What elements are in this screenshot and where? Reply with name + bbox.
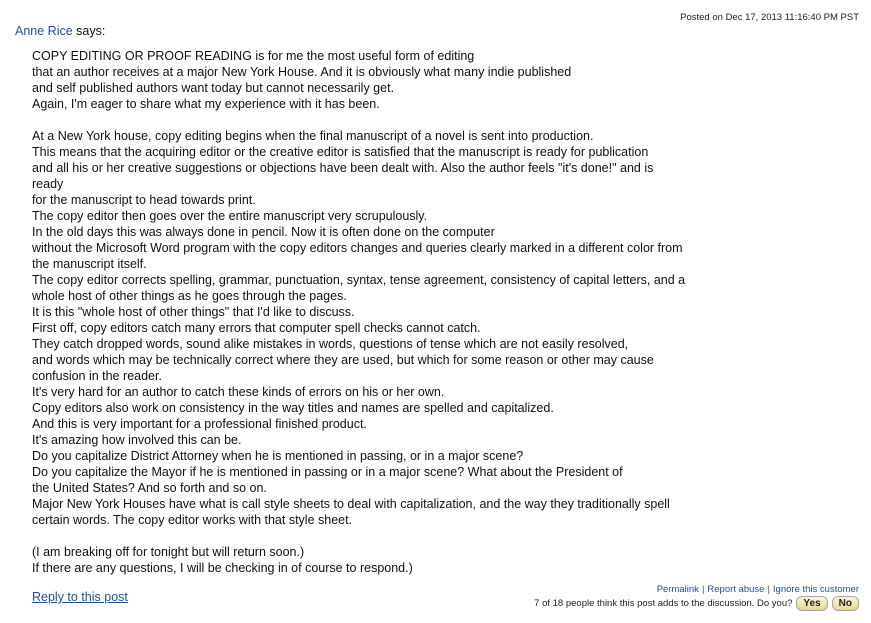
post-text-line: At a New York house, copy editing begins when the final manuscript of a novel is sent into production. — [32, 129, 594, 143]
post-text-line: and all his or her creative suggestions or objections have been dealt with. Also the author feels "it's done!" and is — [32, 161, 654, 175]
post-text-line: without the Microsoft Word program with the copy editors changes and queries clearly marked in a different color from — [32, 241, 683, 255]
vote-yes-button[interactable]: Yes — [796, 596, 827, 611]
report-abuse-link[interactable]: Report abuse — [707, 584, 765, 595]
author-link[interactable]: Anne Rice — [15, 24, 73, 38]
post-text-line: This means that the acquiring editor or the creative editor is satisfied that the manuscript is ready for publication — [32, 145, 649, 159]
post-text-line: Copy editors also work on consistency in the way titles and names are spelled and capitalized. — [32, 401, 554, 415]
post-text-line: Again, I'm eager to share what my experience with it has been. — [32, 97, 380, 111]
post-text-line: The copy editor corrects spelling, grammar, punctuation, syntax, tense agreement, consistency of capital letters, and a — [32, 273, 686, 287]
post-text-line: the United States? And so forth and so on. — [32, 481, 267, 495]
post-text-line: Do you capitalize the Mayor if he is mentioned in passing or in a major scene? What about the President of — [32, 465, 623, 479]
post-author-line — [15, 24, 105, 38]
post-text-line: for the manuscript to head towards print. — [32, 193, 256, 207]
post-text-line: It is this "whole host of other things" that I'd like to discuss. — [32, 305, 355, 319]
helpful-vote — [534, 596, 859, 611]
post-text-line: (I am breaking off for tonight but will return soon.) — [32, 545, 305, 559]
post-timestamp: Posted on Dec 17, 2013 11:16:40 PM PST — [680, 12, 859, 23]
post-text-line: In the old days this was always done in pencil. Now it is often done on the computer — [32, 225, 495, 239]
post-text-line — [32, 112, 752, 128]
ignore-customer-link[interactable]: Ignore this customer — [772, 584, 859, 595]
post-text-line: They catch dropped words, sound alike mistakes in words, questions of tense which are not easily resolved, — [32, 337, 629, 351]
post-text-line: that an author receives at a major New York House. And it is obviously what many indie published — [32, 65, 572, 79]
vote-no-button[interactable]: No — [832, 596, 859, 611]
post-text-line: The copy editor then goes over the entire manuscript very scrupulously. — [32, 209, 428, 223]
post-text-line: Do you capitalize District Attorney when he is mentioned in passing, or in a major scene? — [32, 449, 524, 463]
reply-link[interactable]: Reply to this post — [32, 590, 128, 604]
separator: | — [701, 584, 705, 595]
post-text-line: ready — [32, 177, 64, 191]
post-text-line: It's amazing how involved this can be. — [32, 433, 242, 447]
post-text-line: COPY EDITING OR PROOF READING is for me the most useful form of editing — [32, 49, 475, 63]
post-text-line: whole host of other things as he goes through the pages. — [32, 289, 347, 303]
says-label: says: — [76, 24, 106, 38]
reply-area — [32, 590, 128, 604]
post-body — [32, 48, 752, 576]
helpful-count-text: 7 of 18 people think this post adds to the discussion. Do you? — [534, 598, 793, 609]
post-text-line: And this is very important for a professional finished product. — [32, 417, 367, 431]
post-text-line: confusion in the reader. — [32, 369, 162, 383]
post-action-links — [657, 584, 859, 595]
post-text-line: and self published authors want today but cannot necessarily get. — [32, 81, 395, 95]
post-text-line: If there are any questions, I will be checking in of course to respond.) — [32, 561, 413, 575]
post-text-line: the manuscript itself. — [32, 257, 147, 271]
post-text-line — [32, 528, 752, 544]
post-text-line: certain words. The copy editor works with that style sheet. — [32, 513, 353, 527]
post-text-line: and words which may be technically correct where they are used, but which for some reason or other may cause — [32, 353, 654, 367]
separator: | — [767, 584, 770, 595]
post-text-line: First off, copy editors catch many errors that computer spell checks cannot catch. — [32, 321, 481, 335]
permalink-link[interactable]: Permalink — [656, 584, 699, 595]
post-text-line: It's very hard for an author to catch these kinds of errors on his or her own. — [32, 385, 445, 399]
post-text-line: Major New York Houses have what is call style sheets to deal with capitalization, and the way they traditionally spell — [32, 497, 670, 511]
